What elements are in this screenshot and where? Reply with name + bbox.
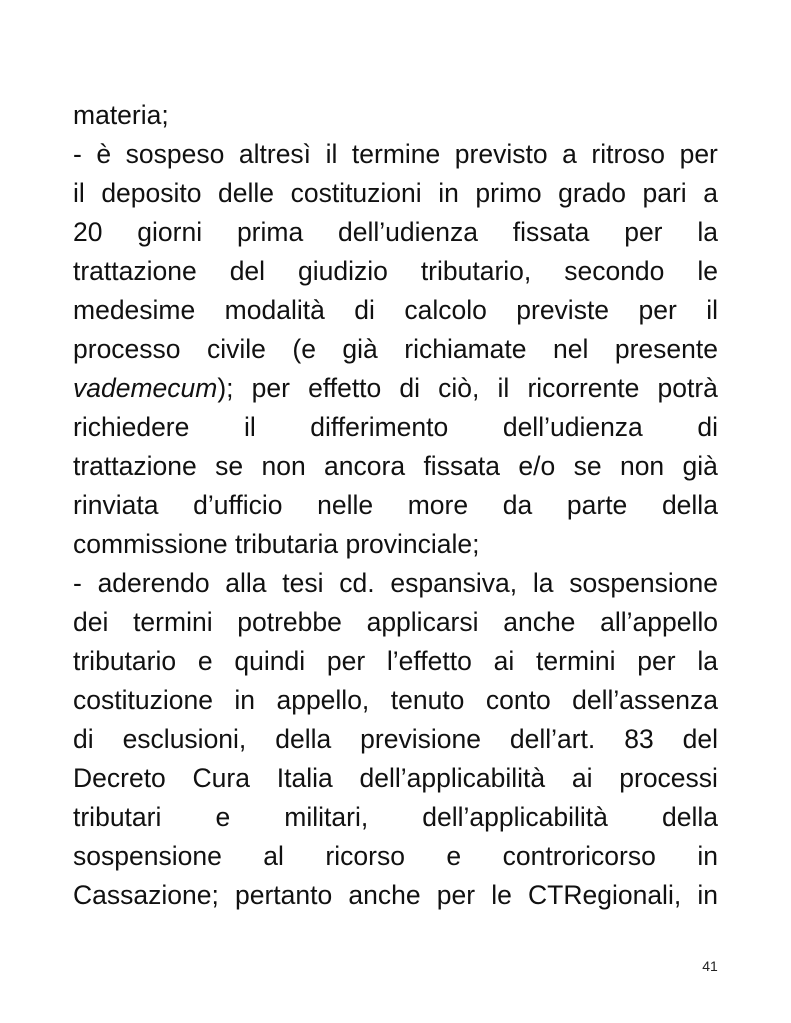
word: a: [703, 178, 718, 208]
body-text: [73, 96, 718, 915]
word: dell’art.: [509, 724, 596, 754]
word: per: [638, 295, 677, 325]
word: dei: [73, 607, 109, 637]
word: del: [682, 724, 718, 754]
word: sospensione: [569, 568, 718, 598]
word: civile: [207, 334, 266, 364]
word: parte: [566, 490, 628, 520]
word: è: [96, 139, 112, 169]
text-line: [73, 759, 718, 798]
word: aderendo: [97, 568, 210, 598]
word: trattazione: [73, 451, 197, 481]
word: Italia: [276, 763, 333, 793]
word: il: [706, 295, 718, 325]
text-line: [73, 408, 718, 447]
word: a: [562, 139, 577, 169]
word: per: [624, 217, 663, 247]
word: Cura: [192, 763, 250, 793]
word: fissata: [423, 451, 501, 481]
text-line: [73, 876, 718, 915]
word: appello,: [276, 685, 370, 715]
text-line: [73, 837, 718, 876]
word: -: [73, 568, 82, 598]
text-line: [73, 135, 718, 174]
word: le: [697, 256, 718, 286]
text-line: [73, 720, 718, 759]
text-line: [73, 681, 718, 720]
word: il: [73, 178, 85, 208]
word: richiedere: [73, 412, 190, 442]
text-line: [73, 486, 718, 525]
text-line: [73, 330, 718, 369]
word: il: [325, 139, 338, 169]
text-line: [73, 642, 718, 681]
word: 20: [73, 217, 103, 247]
word: di: [697, 412, 718, 442]
word: termini: [133, 607, 213, 637]
word: richiamate: [404, 334, 527, 364]
word: delle: [218, 178, 275, 208]
word: già: [342, 334, 378, 364]
word: nel: [552, 334, 589, 364]
word: cd.: [339, 568, 375, 598]
word: in: [697, 880, 718, 910]
word: ricorrente: [527, 373, 640, 403]
word: ai: [493, 646, 515, 676]
word: potrebbe: [237, 607, 342, 637]
word: prima: [236, 217, 304, 247]
word: la: [697, 217, 718, 247]
word: dell’udienza: [502, 412, 643, 442]
word: altresì: [238, 139, 312, 169]
word: pertanto: [234, 880, 333, 910]
word: d’ufficio: [193, 490, 283, 520]
word: della: [661, 490, 718, 520]
word: già: [682, 451, 718, 481]
word: primo: [475, 178, 542, 208]
word: termini: [536, 646, 616, 676]
word: deposito: [101, 178, 202, 208]
word: tributario,: [420, 256, 532, 286]
word: trattazione: [73, 256, 197, 286]
word: se: [573, 451, 602, 481]
word: CTRegionali,: [528, 880, 682, 910]
word: sospensione: [73, 841, 222, 871]
word: e: [197, 646, 213, 676]
word: sospeso: [125, 139, 225, 169]
word: (e: [292, 334, 316, 364]
word: le: [491, 880, 512, 910]
word: differimento: [310, 412, 449, 442]
word: e/o: [518, 451, 556, 481]
text-line: [73, 447, 718, 486]
text-line: [73, 252, 718, 291]
word: dell’applicabilità: [422, 802, 608, 832]
word: calcolo: [404, 295, 487, 325]
word: Decreto: [73, 763, 166, 793]
word: della: [661, 802, 718, 832]
word: dell’applicabilità: [359, 763, 546, 793]
word: rinviata: [73, 490, 159, 520]
word: previsione: [360, 724, 481, 754]
word: di: [354, 295, 375, 325]
word: la: [532, 568, 554, 598]
word: secondo: [564, 256, 665, 286]
text-line-content: commissione tributaria provinciale;: [73, 529, 480, 559]
word: per: [251, 373, 290, 403]
word: Cassazione;: [73, 880, 219, 910]
word: nelle: [317, 490, 374, 520]
word: more: [407, 490, 469, 520]
text-line: [73, 603, 718, 642]
word: ciò,: [438, 373, 480, 403]
word: presente: [614, 334, 718, 364]
word: vademecum);: [73, 373, 234, 403]
word: ricorso: [325, 841, 405, 871]
text-line: [73, 525, 718, 564]
word: costituzioni: [290, 178, 422, 208]
word: in: [697, 841, 718, 871]
text-line: [73, 564, 718, 603]
word: effetto: [308, 373, 382, 403]
word: medesime: [73, 295, 196, 325]
word: grado: [558, 178, 626, 208]
word: dell’assenza: [572, 685, 718, 715]
word: pari: [642, 178, 687, 208]
word: tesi: [282, 568, 324, 598]
word: tributario: [73, 646, 177, 676]
word: in: [438, 178, 459, 208]
text-line: [73, 369, 718, 408]
word: dell’udienza: [338, 217, 478, 247]
word: e: [446, 841, 462, 871]
word: esclusioni,: [122, 724, 247, 754]
word: processo: [73, 334, 181, 364]
word: giudizio: [298, 256, 388, 286]
word: 83: [624, 724, 654, 754]
word: controricorso: [502, 841, 656, 871]
word: non: [619, 451, 665, 481]
word: modalità: [224, 295, 325, 325]
word: anche: [503, 607, 576, 637]
word: e: [215, 802, 231, 832]
word: costituzione: [73, 685, 213, 715]
word: potrà: [657, 373, 718, 403]
word: previste: [516, 295, 610, 325]
word: alla: [225, 568, 267, 598]
word: quindi: [234, 646, 306, 676]
word: tenuto: [390, 685, 465, 715]
word: per: [436, 880, 476, 910]
word: in: [234, 685, 256, 715]
word: tributari: [73, 802, 162, 832]
word: al: [263, 841, 284, 871]
text-line: [73, 174, 718, 213]
word: per: [326, 646, 366, 676]
word: anche: [348, 880, 421, 910]
word: applicarsi: [366, 607, 479, 637]
word: per: [679, 139, 718, 169]
text-line: [73, 291, 718, 330]
word: da: [502, 490, 533, 520]
word: di: [73, 724, 94, 754]
word: conto: [485, 685, 551, 715]
text-line: [73, 213, 718, 252]
word: di: [399, 373, 421, 403]
word: fissata: [512, 217, 590, 247]
word: espansiva,: [390, 568, 518, 598]
word: termine: [351, 139, 441, 169]
word: -: [73, 139, 82, 169]
word: il: [243, 412, 256, 442]
word: la: [697, 646, 718, 676]
word: l’effetto: [386, 646, 472, 676]
text-line: [73, 798, 718, 837]
page-number: 41: [702, 958, 718, 974]
word: per: [637, 646, 676, 676]
word: ancora: [324, 451, 406, 481]
word: all’appello: [600, 607, 718, 637]
word: non: [261, 451, 306, 481]
word: ai: [571, 763, 593, 793]
text-line-content: materia;: [73, 100, 169, 130]
word: se: [215, 451, 244, 481]
text-line: [73, 96, 718, 135]
word: previsto: [454, 139, 548, 169]
word: ritroso: [591, 139, 666, 169]
word: del: [229, 256, 266, 286]
word: giorni: [137, 217, 203, 247]
word: processi: [619, 763, 718, 793]
word: della: [275, 724, 332, 754]
word: militari,: [284, 802, 369, 832]
word: il: [497, 373, 510, 403]
